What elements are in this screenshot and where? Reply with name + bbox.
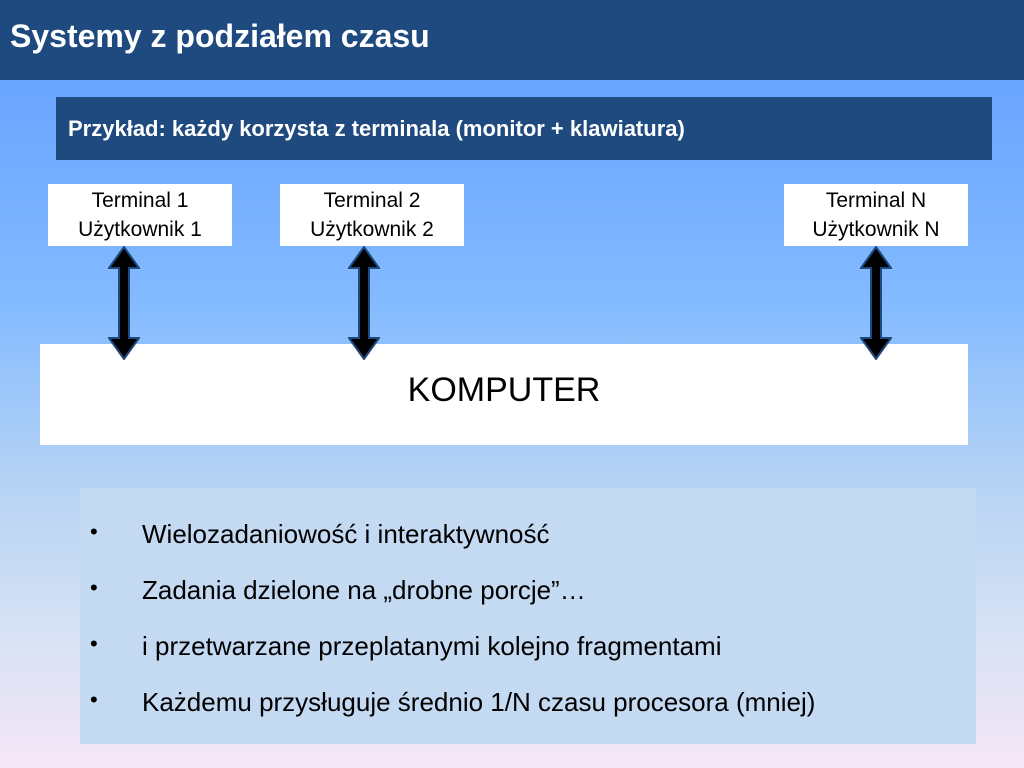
double-arrow-terminal-n	[860, 246, 892, 360]
computer-box	[40, 344, 968, 445]
bullet-item	[80, 567, 976, 623]
title-bar	[0, 0, 1024, 80]
bullet-text: Zadania dzielone na „drobne porcje”…	[142, 575, 586, 605]
subtitle-box	[56, 97, 992, 160]
subtitle-text: Przykład: każdy korzysta z terminala (monitor + klawiatura)	[68, 115, 685, 141]
double-arrow-shape	[109, 247, 139, 359]
terminal-2-user: Użytkownik 2	[310, 218, 434, 241]
terminal-n-label: Terminal N	[825, 189, 927, 212]
computer-label: KOMPUTER	[407, 371, 601, 409]
bullet-list-box	[80, 488, 976, 744]
double-arrow-terminal-2	[348, 246, 380, 360]
bullet-text: Każdemu przysługuje średnio 1/N czasu procesora (mniej)	[142, 687, 816, 717]
bullet-text: i przetwarzane przeplatanymi kolejno fragmentami	[142, 631, 722, 661]
terminal-2-box	[280, 184, 464, 246]
bullet-icon: •	[90, 687, 98, 712]
double-arrow-shape	[349, 247, 379, 359]
bullet-text: Wielozadaniowość i interaktywność	[142, 519, 550, 549]
bullet-icon: •	[90, 575, 98, 600]
bullet-item	[80, 679, 976, 735]
bullet-icon: •	[90, 631, 98, 656]
terminal-n-user: Użytkownik N	[812, 218, 940, 241]
terminal-1-user: Użytkownik 1	[78, 218, 202, 241]
double-arrow-shape	[861, 247, 891, 359]
bullet-item	[80, 623, 976, 679]
bullet-icon: •	[90, 519, 98, 544]
terminal-1-box	[48, 184, 232, 246]
terminal-n-box	[784, 184, 968, 246]
slide-title: Systemy z podziałem czasu	[10, 17, 430, 54]
terminal-1-label: Terminal 1	[91, 189, 189, 212]
terminal-2-label: Terminal 2	[323, 189, 421, 212]
double-arrow-terminal-1	[108, 246, 140, 360]
bullet-item	[80, 511, 976, 567]
